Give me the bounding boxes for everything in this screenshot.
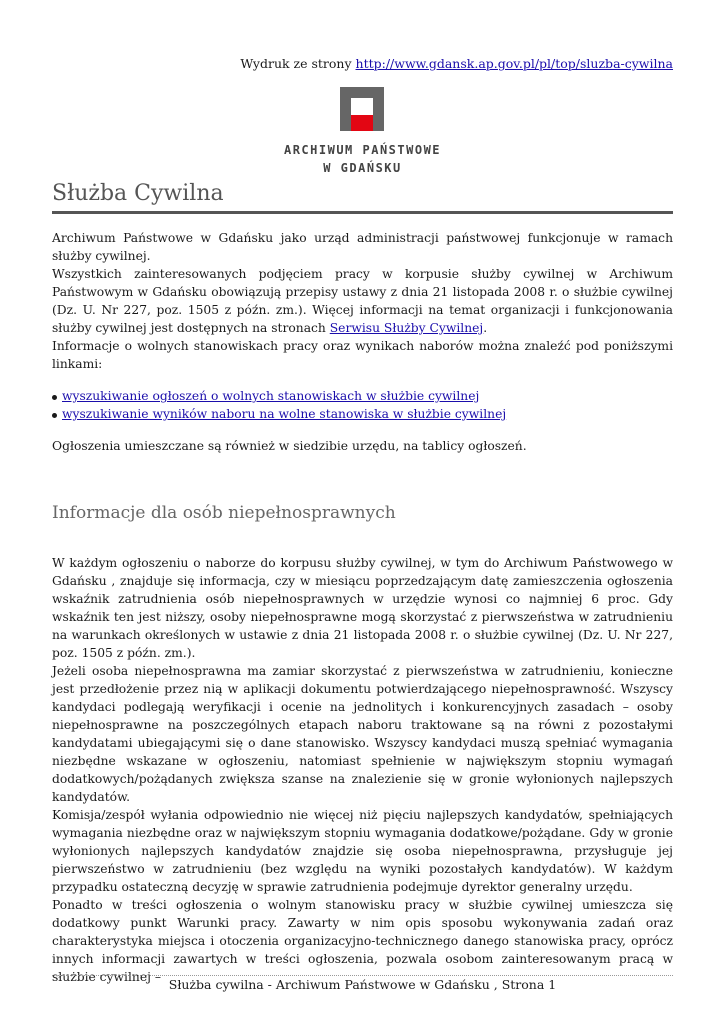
archive-logo [52, 87, 673, 179]
job-links-list [52, 387, 673, 423]
logo-mark-icon [340, 87, 384, 131]
body-paragraph: Ponadto w treści ogłoszenia o wolnym stanowisku pracy w służbie cywilnej umieszcza się dodatkowy punkt Warunki pracy. Zawarty w nim opis sposobu wykonywania zadań oraz charakterystyka miejsca i otoczenia organizacyjno-technicznego danego stanowiska pracy, oprócz innych informacji zawartych w treści ogłoszenia, pozwala osobom zainteresowanym pracą w służbie cywilnej – [52, 898, 673, 984]
print-source-link[interactable]: http://www.gdansk.ap.gov.pl/pl/top/sluzba-cywilna [355, 56, 673, 71]
list-item [52, 387, 673, 405]
job-offers-search-link[interactable]: wyszukiwanie ogłoszeń o wolnych stanowiskach w służbie cywilnej [62, 389, 480, 403]
list-item [52, 405, 673, 423]
print-source-line [240, 56, 673, 71]
civil-service-portal-link[interactable]: Serwisu Służby Cywilnej [329, 321, 484, 335]
logo-line-1: ARCHIWUM PAŃSTWOWE [283, 143, 442, 157]
civil-service-section [52, 229, 673, 455]
body-paragraph: Komisja/zespół wyłania odpowiednio nie więcej niż pięciu najlepszych kandydatów, spełniających wymagania niezbędne oraz w największym stopniu wymagania dodatkowe/pożądane. Gdy w gronie wyłonionych najlepszych kandydatów znajdzie się osoba niepełnosprawna, przysługuje jej pierwszeństwo w zatrudnieniu (bez względu na wyniki pozostałych kandydatów). W każdym przypadku ostateczną decyzję w sprawie zatrudnienia podejmuje dyrektor generalny urzędu. [52, 808, 673, 894]
footer-divider [52, 975, 673, 976]
page-footer: Służba cywilna - Archiwum Państwowe w Gdańsku , Strona 1 [168, 977, 557, 992]
page-title: Służba Cywilna [52, 181, 673, 214]
disabled-persons-section [52, 554, 673, 986]
regulations-paragraph: Wszystkich zainteresowanych podjęciem pracy w korpusie służby cywilnej w Archiwum Państwowym w Gdańsku obowiązują przepisy ustawy z dnia 21 listopada 2008 r. o służbie cywilnej (Dz. U. Nr 227, poz. 1505 z późn. zm.). Więcej informacji na temat organizacji i funkcjonowania służby cywilnej jest dostępnych na stronach Serwisu Służby Cywilnej. [52, 267, 673, 335]
links-intro-paragraph: Informacje o wolnych stanowiskach pracy oraz wynikach naborów można znaleźć pod poniższymi linkami: [52, 339, 673, 371]
intro-paragraph: Archiwum Państwowe w Gdańsku jako urząd administracji państwowej funkcjonuje w ramach służby cywilnej. [52, 231, 673, 263]
notice-board-paragraph: Ogłoszenia umieszczane są również w siedzibie urzędu, na tablicy ogłoszeń. [52, 439, 527, 453]
body-paragraph: W każdym ogłoszeniu o naborze do korpusu służby cywilnej, w tym do Archiwum Państwowego w Gdańsku , znajduje się informacja, czy w miesiącu poprzedzającym datę zamieszczenia ogłoszenia wskaźnik zatrudnienia osób niepełnosprawnych w urzędzie wynosi co najmniej 6 proc. Gdy wskaźnik ten jest niższy, osoby niepełnosprawne mogą skorzystać z pierwszeństwa w zatrudnieniu na warunkach określonych w ustawie z dnia 21 listopada 2008 r. o służbie cywilnej (Dz. U. Nr 227, poz. 1505 z późn. zm.). [52, 556, 673, 660]
logo-text [52, 141, 673, 177]
logo-line-2: W GDAŃSKU [323, 161, 402, 175]
print-prefix: Wydruk ze strony [240, 56, 352, 71]
body-paragraph: Jeżeli osoba niepełnosprawna ma zamiar skorzystać z pierwszeństwa w zatrudnieniu, konieczne jest przedłożenie przez nią w aplikacji dokumentu potwierdzającego niepełnosprawność. Wszyscy kandydaci podlegają weryfikacji i ocenie na jednolitych i konkurencyjnych zasadach – osoby niepełnosprawne na poszczególnych etapach naboru traktowane są na równi z pozostałymi kandydatami ubiegającymi się o dane stanowisko. Wszyscy kandydaci muszą spełniać wymagania niezbędne wskazane w ogłoszeniu, natomiast spełnienie w największym stopniu wymagań dodatkowych/pożądanych zwiększa szanse na znalezienie się w gronie wyłonionych najlepszych kandydatów. [52, 664, 673, 804]
disabled-persons-heading: Informacje dla osób niepełnosprawnych [52, 503, 396, 523]
recruitment-results-search-link[interactable]: wyszukiwanie wyników naboru na wolne stanowiska w służbie cywilnej [62, 407, 507, 421]
